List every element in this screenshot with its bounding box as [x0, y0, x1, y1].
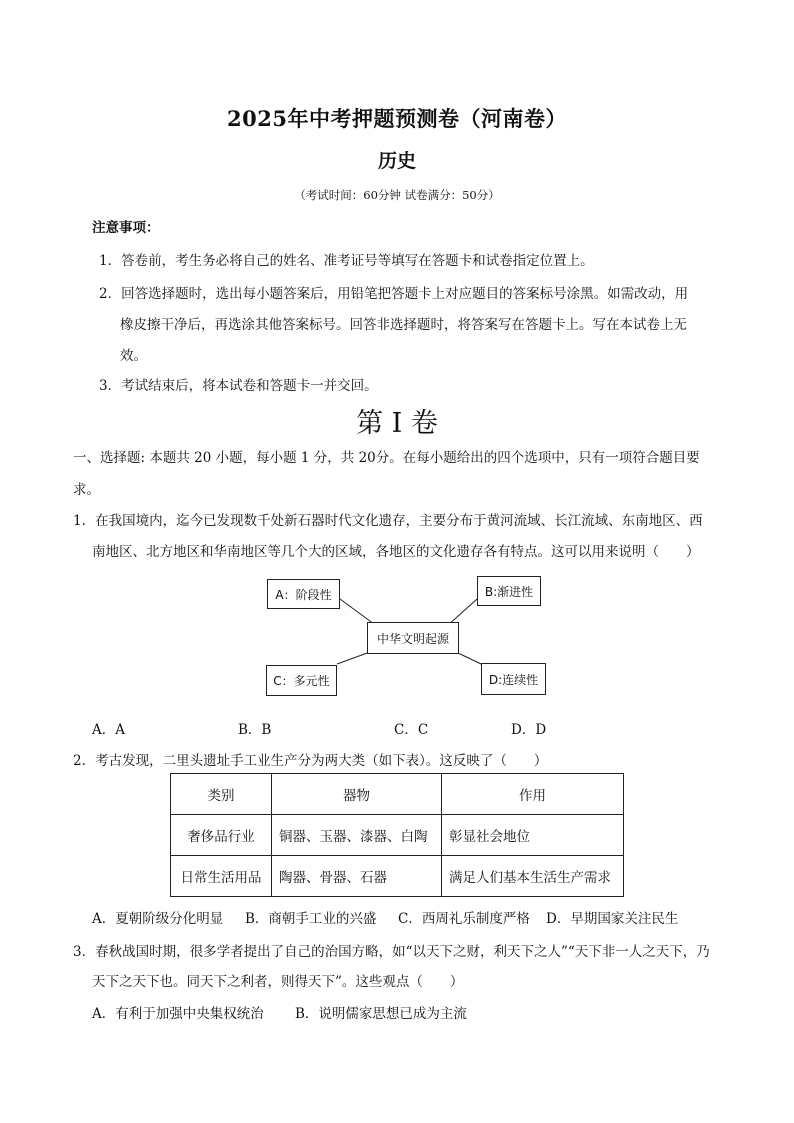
notice-item-1: 1．答卷前，考生务必将自己的姓名、准考证号等填写在答题卡和试卷指定位置上。 — [99, 253, 594, 269]
question-1-stem-cont: 南地区、北方地区和华南地区等几个大的区域，各地区的文化遗存各有特点。这可以用来说明（ ） — [92, 544, 700, 560]
question-1-stem: 1．在我国境内，迄今已发现数千处新石器时代文化遗存，主要分布于黄河流域、长江流域、东南地区、西 — [73, 513, 703, 529]
table-row — [171, 856, 624, 897]
diagram-node-center: 中华文明起源 — [367, 622, 459, 654]
diagram-node-d: D:连续性 — [481, 663, 546, 695]
question-2-option-d: D．早期国家关注民生 — [546, 911, 679, 927]
question-2-option-c: C．西周礼乐制度严格 — [398, 911, 530, 927]
table-cell: 满足人们基本生活生产需求 — [442, 856, 624, 897]
question-1-option-a: A．A — [92, 722, 125, 738]
diagram-node-c: C：多元性 — [266, 665, 337, 696]
question-3-stem-cont: 天下之天下也。同天下之利者，则得天下”。这些观点（ ） — [92, 974, 464, 990]
table-row — [171, 815, 624, 856]
table-cell: 日常生活用品 — [171, 856, 272, 897]
connector-d — [456, 652, 481, 664]
notice-heading: 注意事项： — [92, 220, 160, 236]
table-cell: 彰显社会地位 — [442, 815, 624, 856]
section-instruction: 一、选择题: 本题共 20 小题，每小题 1 分，共 20分。在每小题给出的四个选项中，只有一项符合题目要 — [73, 450, 700, 466]
table-header-row — [171, 774, 624, 815]
table-cell: 铜器、玉器、漆器、白陶 — [272, 815, 442, 856]
notice-item-3: 3．考试结束后，将本试卷和答题卡一并交回。 — [99, 378, 378, 394]
question-3-option-a: A．有利于加强中央集权统治 — [92, 1006, 264, 1022]
notice-item-2-cont: 橡皮擦干净后，再选涂其他答案标号。回答非选择题时，将答案写在答题卡上。写在本试卷上无 — [120, 317, 687, 333]
table-header: 作用 — [442, 774, 624, 815]
table-cell: 陶器、骨器、石器 — [272, 856, 442, 897]
question-2-option-b: B．商朝手工业的兴盛 — [245, 911, 377, 927]
question-1-option-d: D．D — [511, 722, 547, 738]
question-1-option-c: C．C — [394, 722, 429, 738]
section-juan: 第 I 卷 — [356, 408, 438, 439]
diagram-node-b: B:渐进性 — [477, 576, 541, 606]
exam-info: （考试时间：60分钟 试卷满分：50分） — [294, 188, 500, 202]
exam-title: 2025年中考押题预测卷（河南卷） — [227, 106, 567, 131]
table-header: 器物 — [272, 774, 442, 815]
question-2-table — [170, 773, 624, 897]
question-1-option-b: B．B — [238, 722, 272, 738]
table-header: 类别 — [171, 774, 272, 815]
question-3-option-b: B．说明儒家思想已成为主流 — [295, 1006, 467, 1022]
diagram-node-a: A：阶段性 — [267, 579, 340, 609]
question-3-stem: 3．春秋战国时期，很多学者提出了自己的治国方略，如“以天下之财，利天下之人”“天下非一人之天下，乃 — [73, 944, 710, 960]
question-2-option-a: A．夏朝阶级分化明显 — [92, 911, 224, 927]
question-2-stem: 2．考古发现，二里头遗址手工业生产分为两大类（如下表）。这反映了（ ） — [73, 753, 548, 769]
connector-c — [337, 652, 370, 664]
subject-title: 历史 — [377, 150, 416, 172]
notice-item-2: 2．回答选择题时，选出每小题答案后，用铅笔把答题卡上对应题目的答案标号涂黑。如需改动，用 — [99, 286, 689, 302]
notice-item-2-end: 效。 — [120, 348, 147, 364]
table-cell: 奢侈品行业 — [171, 815, 272, 856]
section-instruction-cont: 求。 — [73, 482, 100, 498]
